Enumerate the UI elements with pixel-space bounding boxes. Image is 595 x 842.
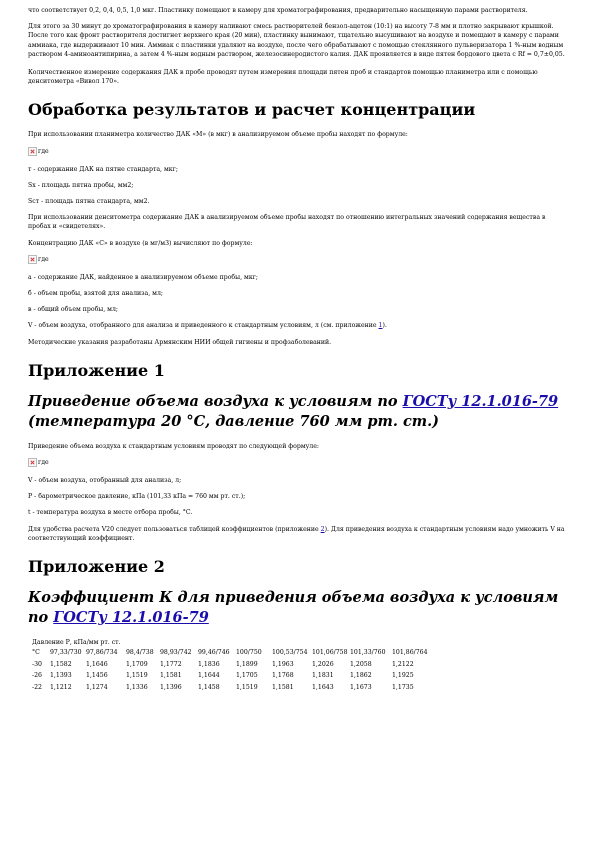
formula3-where-label: где [38,459,49,467]
table-header-cell: °С [32,649,40,657]
table-row [32,670,567,682]
densitometer-paragraph: При использовании денситометра содержание ДАК в анализируемом объеме пробы находят по отношению интегральных значений содержания вещества в пробах и «свидетелях». [28,214,546,231]
section-heading-processing: Обработка результатов и расчет концентрации [28,100,476,120]
appendix-1-subheading [28,392,567,432]
table-cell: 1,1581 [160,672,182,680]
table-header-cell: 97,86/734 [86,649,118,657]
table-header-cell: 100/750 [236,649,262,657]
table-cell: 1,1393 [50,672,72,680]
table-cell: 1,1274 [86,683,108,691]
table-header-cell: 99,46/746 [198,649,230,657]
gost-link[interactable]: ГОСТу 12.1.016-79 [402,392,559,410]
conversion-text-post: ). Для приведения воздуха к стандартным условиям надо умножить V на соответствующий коэффициент. [28,525,565,542]
table-cell: 1,1582 [50,660,72,668]
appendix-1-link[interactable]: 1 [378,322,383,330]
table-cell: 1,1735 [392,683,414,691]
table-cell: 1,1673 [350,683,372,691]
appendix-1-heading: Приложение 1 [28,360,165,380]
table-cell: 1,1899 [236,660,258,668]
table-cell: 1,1772 [160,660,182,668]
table-cell: 1,1212 [50,683,72,691]
definition-pressure: Р - барометрическое давление, кПа (101,33 кПа = 760 мм рт. ст.); [28,493,246,501]
author-paragraph: Методические указания разработаны Армянским НИИ общей гигиены и профзаболеваний. [28,338,332,346]
broken-image-icon [28,147,37,156]
definition-air-volume: V - объем воздуха, отобранный для анализа, л; [28,477,182,485]
table-cell: 1,1519 [126,672,148,680]
table-cell: 1,1644 [198,672,220,680]
table-cell: 1,1581 [272,683,294,691]
table-caption: Давление Р, кПа/мм рт. ст. [32,639,121,647]
table-header-cell: 100,53/754 [272,649,308,657]
definition-temperature: t - температура воздуха в месте отбора пробы, °С. [28,509,193,517]
table-cell: -30 [32,660,42,668]
formula2-row [28,255,567,264]
appendix-1-intro: Приведение объема воздуха к стандартным условиям проводят по следующей формуле: [28,442,319,450]
table-row [32,659,567,671]
appendix-2-link[interactable]: 2 [320,525,325,533]
table-cell: 1,1458 [198,683,220,691]
table-header-cell: 98,93/742 [160,649,192,657]
table-header-cell: 97,33/730 [50,649,82,657]
intro-paragraph-1: что соответствует 0,2, 0,4, 0,5, 1,0 мкг. Пластинку помещают в камеру для хроматографирования, предварительно насыщенную парами растворителя. [28,7,528,14]
table-cell: 1,2122 [392,660,414,668]
formula1-intro: При использовании планиметра количество ДАК «М» (в мкг) в анализируемом объеме пробы находят по формуле: [28,131,408,139]
table-cell: 1,1456 [86,672,108,680]
appendix-1-subheading-post: (температура 20 °С, давление 760 мм рт. ст.) [28,412,440,430]
table-cell: 1,1831 [312,672,334,680]
table-cell: 1,2026 [312,660,334,668]
broken-image-icon [28,255,37,264]
table-row [32,682,567,694]
appendix-2-heading: Приложение 2 [28,557,165,577]
definition-v-small: в - общий объем пробы, мл; [28,306,118,314]
definition-v-end: ). [382,322,387,330]
definition-sx: Sx - площадь пятна пробы, мм2; [28,181,134,189]
table-cell: 1,1963 [272,660,294,668]
table-cell: 1,1768 [272,672,294,680]
formula3-row [28,458,567,467]
table-cell: -26 [32,672,42,680]
definition-m: т - содержание ДАК на пятне стандарта, мкг; [28,165,178,173]
definition-sst: Sст - площадь пятна стандарта, мм2. [28,198,150,206]
appendix-2-subheading-pre: Коэффициент К для приведения объема воздуха к условиям по [28,589,559,627]
table-cell: -22 [32,683,42,691]
formula2-where-label: где [38,255,49,263]
conversion-paragraph [28,525,567,543]
coefficient-table [28,638,567,693]
formula1-where-label: где [38,147,49,155]
formula1-row [28,147,567,156]
table-cell: 1,1836 [198,660,220,668]
definition-b: б - объем пробы, взятой для анализа, мл; [28,290,163,298]
table-cell: 1,1643 [312,683,334,691]
table-header-cell: 98,4/738 [126,649,154,657]
table-cell: 1,1705 [236,672,258,680]
appendix-1-subheading-pre: Приведение объема воздуха к условиям по [28,392,403,410]
appendix-2-subheading [28,588,567,628]
definition-v-volume [28,321,567,330]
table-cell: 1,1519 [236,683,258,691]
conversion-text-pre: Для удобства расчета V20 следует пользоваться таблицей коэффициентов (приложение [28,525,321,533]
formula2-intro: Концентрацию ДАК «С» в воздухе (в мг/м3) вычисляют по формуле: [28,239,253,247]
table-header-cell: 101,33/760 [350,649,386,657]
broken-image-icon [28,458,37,467]
table-header-row [32,647,567,659]
table-cell: 1,2058 [350,660,372,668]
table-cell: 1,1709 [126,660,148,668]
definition-a: а - содержание ДАК, найденное в анализируемом объеме пробы, мкг; [28,273,259,281]
intro-paragraph-2: Для этого за 30 минут до хроматографирования в камеру наливают смесь растворителей бензол-ацетон (10:1) на высоту 7-8 мм и плотно закрывают крышкой. После того как фронт растворителя достигнет верхнего края (20 мин), пластинку вынимают, тщательно высушивают на воздухе и помещают в камеру с парами аммиака, где выдерживают 10 мин. Аммиак с пластинки удаляют на воздухе, после чего обрабатывают с помощью стеклянного пульверизатора 1 %-ным водным раствором 4-аминоантипирина, а затем 4 %-ным водным раствором, железосинеродистого калия. ДАК проявляется в виде пятен бордового цвета с Rf = 0,7±0,05. [28,23,565,58]
intro-paragraph-3: Количественное измерение содержания ДАК в пробе проводят путем измерения площади пятен проб и стандартов помощью планиметра или с помощью денситометра «Вивол 170». [28,69,538,86]
table-cell: 1,1925 [392,672,414,680]
definition-v-text: V - объем воздуха, отобранного для анализа и приведенного к стандартным условиям, л (см. приложение [28,322,379,330]
table-cell: 1,1862 [350,672,372,680]
table-cell: 1,1336 [126,683,148,691]
table-header-cell: 101,06/758 [312,649,348,657]
table-cell: 1,1646 [86,660,108,668]
table-header-cell: 101,86/764 [392,649,428,657]
table-cell: 1,1396 [160,683,182,691]
gost-link[interactable]: ГОСТу 12.1.016-79 [53,609,209,627]
